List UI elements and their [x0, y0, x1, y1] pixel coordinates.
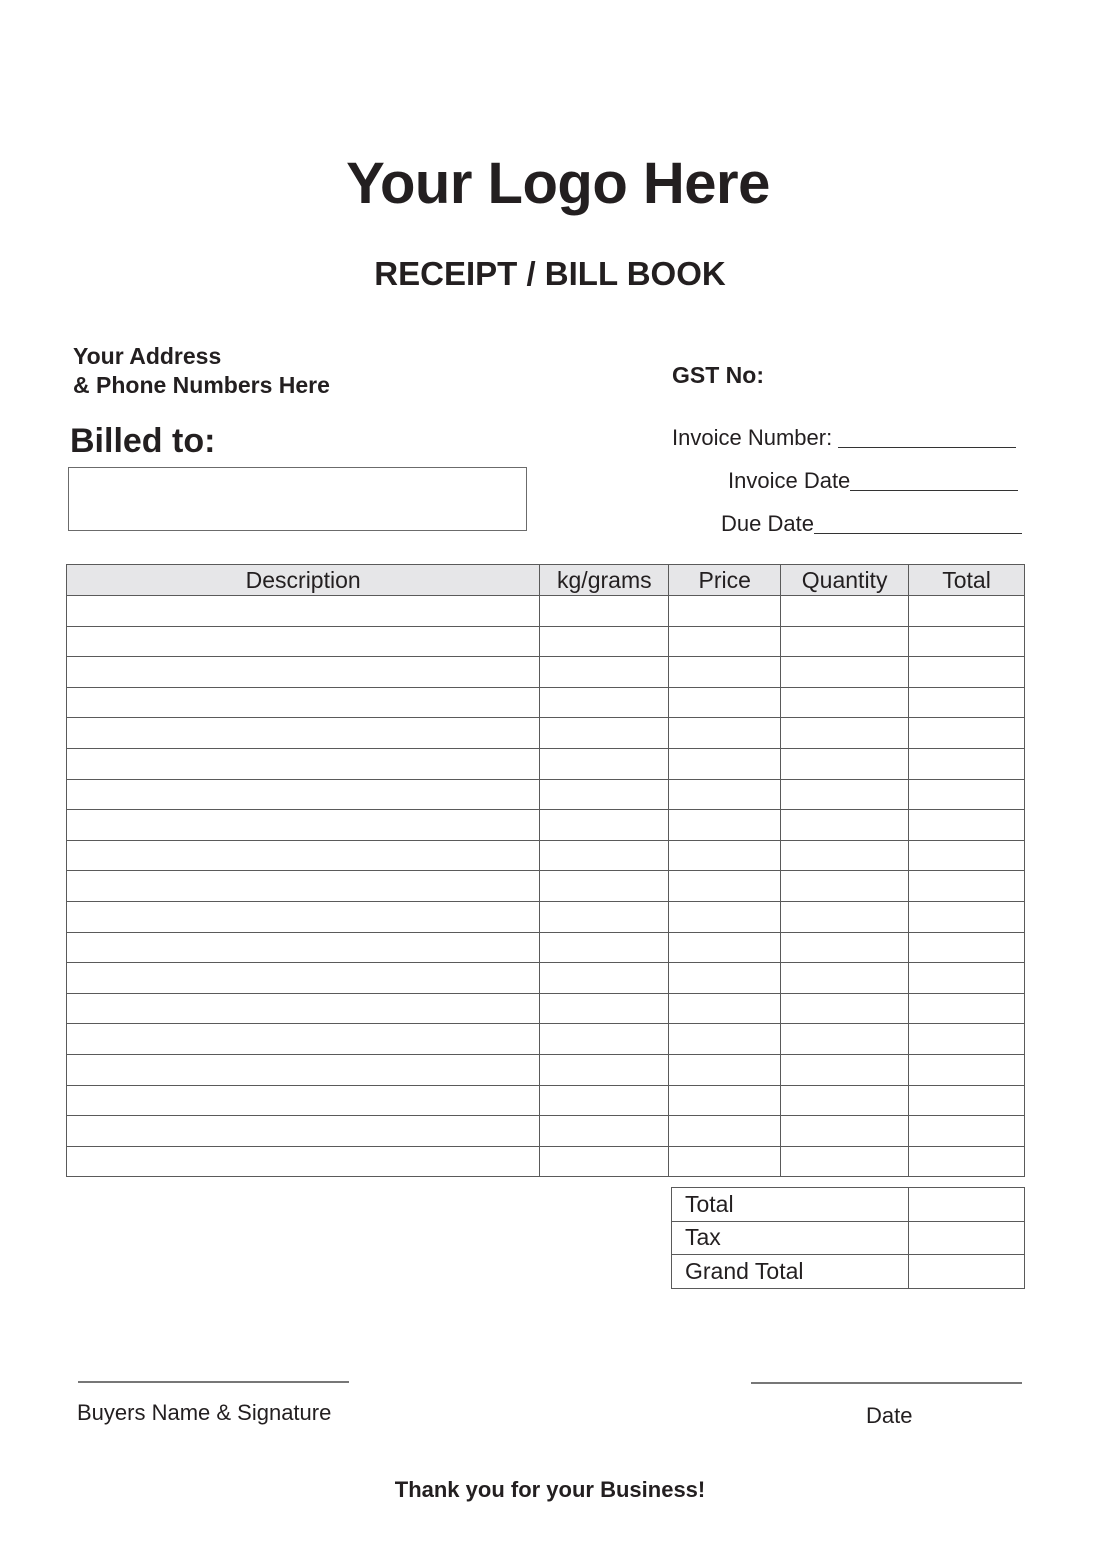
cell-description[interactable] — [67, 963, 540, 994]
grand-total-value[interactable] — [909, 1255, 1025, 1289]
cell-weight[interactable] — [540, 1146, 669, 1177]
totals-row-grand-total — [672, 1255, 1025, 1289]
table-row — [67, 1146, 1025, 1177]
cell-price[interactable] — [669, 687, 781, 718]
cell-weight[interactable] — [540, 748, 669, 779]
table-row — [67, 779, 1025, 810]
cell-price[interactable] — [669, 1116, 781, 1147]
cell-total[interactable] — [909, 901, 1025, 932]
tax-label: Tax — [672, 1221, 909, 1255]
cell-price[interactable] — [669, 1054, 781, 1085]
cell-quantity[interactable] — [781, 963, 909, 994]
table-row — [67, 901, 1025, 932]
cell-description[interactable] — [67, 1085, 540, 1116]
cell-quantity[interactable] — [781, 871, 909, 902]
cell-quantity[interactable] — [781, 1116, 909, 1147]
cell-weight[interactable] — [540, 718, 669, 749]
invoice-number-label: Invoice Number: — [672, 425, 839, 450]
cell-description[interactable] — [67, 871, 540, 902]
cell-description[interactable] — [67, 748, 540, 779]
cell-quantity[interactable] — [781, 1054, 909, 1085]
items-table-header — [67, 565, 1025, 596]
cell-weight[interactable] — [540, 932, 669, 963]
cell-total[interactable] — [909, 963, 1025, 994]
cell-price[interactable] — [669, 993, 781, 1024]
cell-quantity[interactable] — [781, 932, 909, 963]
table-row — [67, 993, 1025, 1024]
address-line-1: Your Address — [73, 343, 222, 369]
totals-table — [671, 1187, 1025, 1289]
cell-quantity[interactable] — [781, 1085, 909, 1116]
cell-weight[interactable] — [540, 993, 669, 1024]
cell-total[interactable] — [909, 1054, 1025, 1085]
grand-total-label: Grand Total — [672, 1255, 909, 1289]
cell-quantity[interactable] — [781, 657, 909, 688]
cell-quantity[interactable] — [781, 626, 909, 657]
seller-address — [73, 342, 330, 400]
table-row — [67, 932, 1025, 963]
column-header-description: Description — [67, 565, 540, 596]
cell-quantity[interactable] — [781, 718, 909, 749]
table-row — [67, 1024, 1025, 1055]
cell-weight[interactable] — [540, 1024, 669, 1055]
cell-price[interactable] — [669, 840, 781, 871]
totals-row-total — [672, 1188, 1025, 1222]
invoice-date-field[interactable] — [728, 468, 1018, 494]
cell-price[interactable] — [669, 901, 781, 932]
cell-description[interactable] — [67, 626, 540, 657]
invoice-number-input[interactable] — [838, 446, 1016, 448]
cell-description[interactable] — [67, 1116, 540, 1147]
cell-total[interactable] — [909, 871, 1025, 902]
table-row — [67, 596, 1025, 627]
due-date-input[interactable] — [814, 532, 1022, 534]
cell-quantity[interactable] — [781, 901, 909, 932]
cell-total[interactable] — [909, 1085, 1025, 1116]
cell-price[interactable] — [669, 810, 781, 841]
table-row — [67, 1054, 1025, 1085]
cell-total[interactable] — [909, 840, 1025, 871]
gst-number-label: GST No: — [672, 362, 764, 388]
cell-description[interactable] — [67, 810, 540, 841]
cell-weight[interactable] — [540, 626, 669, 657]
document-title: RECEIPT / BILL BOOK — [374, 255, 726, 292]
cell-weight[interactable] — [540, 657, 669, 688]
cell-weight[interactable] — [540, 810, 669, 841]
invoice-number-field[interactable] — [672, 425, 1016, 451]
total-value[interactable] — [909, 1188, 1025, 1222]
address-line-2: & Phone Numbers Here — [73, 372, 330, 398]
items-table — [66, 564, 1025, 1177]
cell-description[interactable] — [67, 932, 540, 963]
invoice-date-input[interactable] — [850, 489, 1018, 491]
billed-to-field[interactable] — [68, 467, 527, 531]
cell-quantity[interactable] — [781, 779, 909, 810]
cell-weight[interactable] — [540, 596, 669, 627]
thank-you-message: Thank you for your Business! — [394, 1477, 706, 1502]
cell-price[interactable] — [669, 963, 781, 994]
cell-price[interactable] — [669, 718, 781, 749]
column-header-quantity: Quantity — [781, 565, 909, 596]
logo-placeholder: Your Logo Here — [346, 151, 770, 216]
cell-price[interactable] — [669, 748, 781, 779]
table-row — [67, 687, 1025, 718]
cell-price[interactable] — [669, 1085, 781, 1116]
invoice-date-label: Invoice Date — [728, 468, 851, 493]
column-header-total: Total — [909, 565, 1025, 596]
cell-description[interactable] — [67, 1146, 540, 1177]
total-label: Total — [672, 1188, 909, 1222]
cell-quantity[interactable] — [781, 810, 909, 841]
cell-price[interactable] — [669, 1146, 781, 1177]
cell-weight[interactable] — [540, 1054, 669, 1085]
cell-quantity[interactable] — [781, 596, 909, 627]
table-row — [67, 840, 1025, 871]
cell-price[interactable] — [669, 871, 781, 902]
cell-total[interactable] — [909, 687, 1025, 718]
cell-price[interactable] — [669, 657, 781, 688]
cell-price[interactable] — [669, 779, 781, 810]
cell-weight[interactable] — [540, 687, 669, 718]
cell-description[interactable] — [67, 1054, 540, 1085]
cell-weight[interactable] — [540, 963, 669, 994]
table-row — [67, 810, 1025, 841]
cell-quantity[interactable] — [781, 840, 909, 871]
cell-weight[interactable] — [540, 901, 669, 932]
table-row — [67, 963, 1025, 994]
buyer-signature-line[interactable] — [78, 1381, 349, 1383]
due-date-field[interactable] — [721, 511, 1022, 537]
cell-total[interactable] — [909, 1146, 1025, 1177]
due-date-label: Due Date — [721, 511, 814, 536]
cell-total[interactable] — [909, 1116, 1025, 1147]
table-row — [67, 871, 1025, 902]
column-header-weight: kg/grams — [540, 565, 669, 596]
cell-quantity[interactable] — [781, 1024, 909, 1055]
cell-total[interactable] — [909, 748, 1025, 779]
cell-description[interactable] — [67, 779, 540, 810]
cell-price[interactable] — [669, 626, 781, 657]
cell-total[interactable] — [909, 1024, 1025, 1055]
cell-description[interactable] — [67, 901, 540, 932]
cell-description[interactable] — [67, 718, 540, 749]
cell-total[interactable] — [909, 596, 1025, 627]
cell-total[interactable] — [909, 993, 1025, 1024]
cell-quantity[interactable] — [781, 687, 909, 718]
totals-row-tax — [672, 1221, 1025, 1255]
cell-total[interactable] — [909, 810, 1025, 841]
cell-quantity[interactable] — [781, 993, 909, 1024]
table-row — [67, 718, 1025, 749]
cell-description[interactable] — [67, 657, 540, 688]
cell-total[interactable] — [909, 779, 1025, 810]
cell-total[interactable] — [909, 657, 1025, 688]
cell-description[interactable] — [67, 1024, 540, 1055]
cell-weight[interactable] — [540, 1085, 669, 1116]
tax-value[interactable] — [909, 1221, 1025, 1255]
cell-price[interactable] — [669, 1024, 781, 1055]
cell-weight[interactable] — [540, 840, 669, 871]
buyer-signature-label: Buyers Name & Signature — [77, 1400, 332, 1425]
cell-description[interactable] — [67, 687, 540, 718]
cell-price[interactable] — [669, 596, 781, 627]
cell-total[interactable] — [909, 626, 1025, 657]
table-row — [67, 657, 1025, 688]
table-row — [67, 748, 1025, 779]
column-header-price: Price — [669, 565, 781, 596]
table-row — [67, 626, 1025, 657]
date-signature-line[interactable] — [751, 1382, 1022, 1384]
cell-total[interactable] — [909, 718, 1025, 749]
table-row — [67, 1116, 1025, 1147]
cell-quantity[interactable] — [781, 1146, 909, 1177]
billed-to-label: Billed to: — [70, 422, 216, 460]
date-label: Date — [866, 1403, 913, 1428]
cell-weight[interactable] — [540, 871, 669, 902]
table-row — [67, 1085, 1025, 1116]
cell-quantity[interactable] — [781, 748, 909, 779]
cell-description[interactable] — [67, 840, 540, 871]
cell-total[interactable] — [909, 932, 1025, 963]
cell-weight[interactable] — [540, 779, 669, 810]
cell-price[interactable] — [669, 932, 781, 963]
cell-description[interactable] — [67, 596, 540, 627]
cell-weight[interactable] — [540, 1116, 669, 1147]
cell-description[interactable] — [67, 993, 540, 1024]
